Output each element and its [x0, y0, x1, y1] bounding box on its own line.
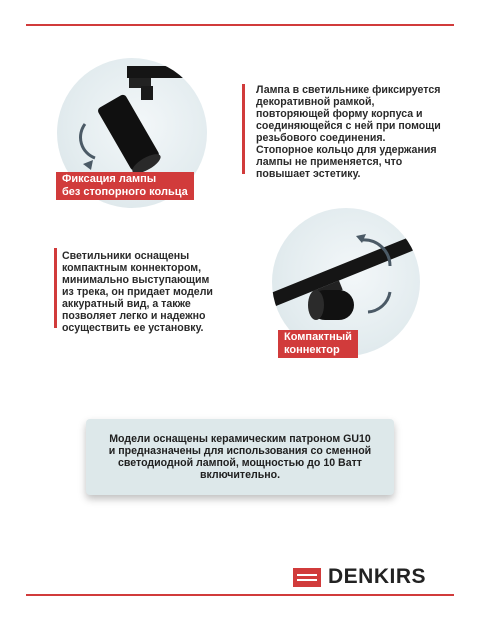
connector-description: Светильники оснащены компактным коннектором, минимально выступающим из трека, он придает модели аккуратный вид, а также позволяет легко и надежно осуществить ее установку. [62, 250, 213, 334]
fixation-label: Фиксация лампы без стопорного кольца [56, 172, 194, 200]
accent-bar [54, 248, 57, 328]
top-divider [26, 24, 454, 26]
brand-logo [293, 566, 426, 588]
denkirs-logo-icon [293, 568, 321, 587]
banner-text: Модели оснащены керамическим патроном GU10 и предназначены для использования со сменной светодиодной лампой, мощностью до 10 Ватт включительно. [108, 433, 372, 481]
accent-bar [242, 84, 245, 174]
connector-label: Компактный коннектор [278, 330, 358, 358]
bottom-divider [26, 594, 454, 596]
brand-name: DENKIRS [328, 565, 427, 588]
fixation-description: Лампа в светильнике фиксируется декоративной рамкой, повторяющей форму корпуса и соединяющейся с ней при помощи резьбового соединения. Стопорное кольцо для удержания лампы не применяется, что повышает эстетику. [256, 84, 441, 180]
info-banner [86, 419, 394, 495]
